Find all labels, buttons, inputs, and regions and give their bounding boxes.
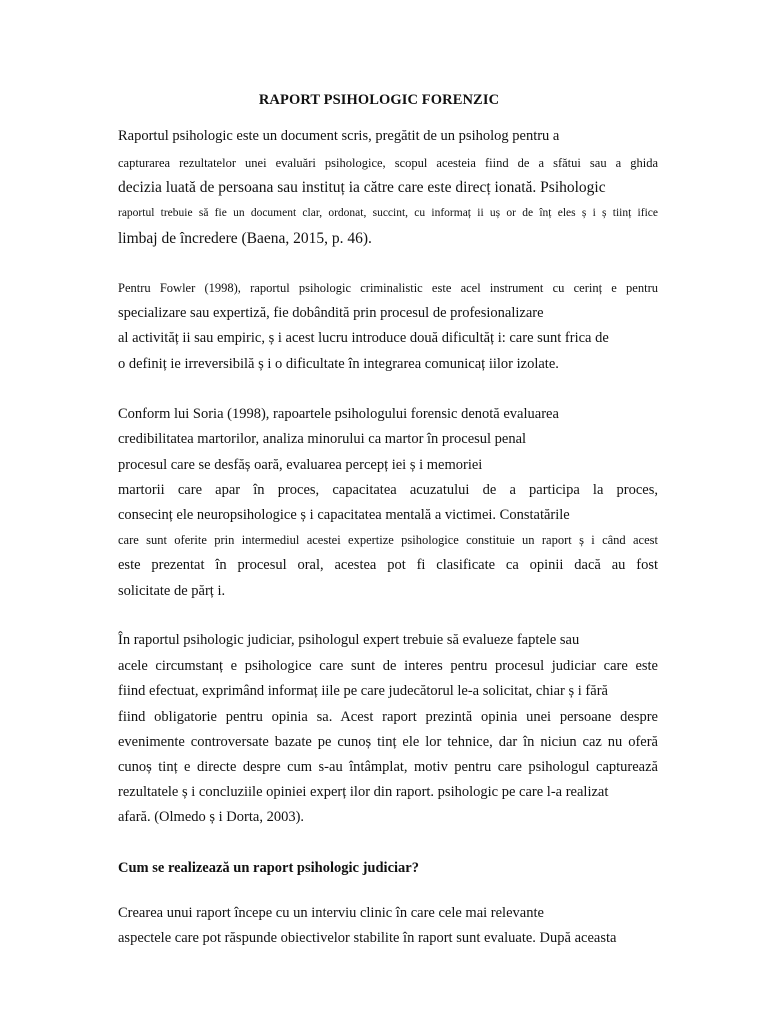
- paragraph-3-line-3: procesul care se desfăș oară, evaluarea percepț iei ș i memoriei: [118, 457, 483, 473]
- paragraph-3-line-2: credibilitatea martorilor, analiza minorului ca martor în procesul penal: [118, 431, 527, 447]
- paragraph-4-line-7: rezultatele ș i concluziile opiniei experț ilor din raport. psihologic pe care l-a realizat: [118, 784, 609, 800]
- paragraph-2-line-1: Pentru Fowler (1998), raportul psihologic criminalistic este acel instrument cu cerinț e pentru: [118, 281, 658, 295]
- paragraph-3-line-5: consecinț ele neuropsihologice ș i capacitatea mentală a victimei. Constatările: [118, 507, 570, 523]
- paragraph-1-line-3: decizia luată de persoana sau instituț ia către care este direcț ionată. Psihologic: [118, 179, 606, 196]
- section-heading: Cum se realizează un raport psihologic judiciar?: [118, 860, 419, 876]
- paragraph-4-line-1: În raportul psihologic judiciar, psihologul expert trebuie să evalueze faptele sau: [118, 632, 580, 648]
- paragraph-2-line-2: specializare sau expertiză, fie dobândită prin procesul de profesionalizare: [118, 305, 544, 321]
- paragraph-1-line-5: limbaj de încredere (Baena, 2015, p. 46).: [118, 230, 372, 247]
- paragraph-4-line-4: fiind obligatorie pentru opinia sa. Acest raport prezintă opinia unei persoane despre: [118, 709, 658, 725]
- paragraph-3-line-7: este prezentat în procesul oral, acestea pot fi clasificate ca opinii dacă au fost: [118, 557, 658, 573]
- paragraph-4-line-2: acele circumstanț e psihologice care sunt de interes pentru procesul judiciar care este: [118, 658, 658, 674]
- paragraph-3-line-8: solicitate de părț i.: [118, 583, 226, 599]
- paragraph-4-line-6: cunoș tinț e directe despre cum s-au întâmplat, motiv pentru care psihologul capturează: [118, 759, 658, 775]
- paragraph-1-line-2: capturarea rezultatelor unei evaluări psihologice, scopul acesteia fiind de a sfătui sau a ghida: [118, 156, 658, 170]
- paragraph-3-line-6: care sunt oferite prin intermediul acestei expertize psihologice constituie un raport ș i când acest: [118, 533, 658, 547]
- paragraph-2-line-4: o definiț ie irreversibilă ș i o dificultate în integrarea comunicaț iilor izolate.: [118, 356, 559, 372]
- paragraph-1-line-4: raportul trebuie să fie un document clar, ordonat, succint, cu informaț ii uș or de înț eles ș i ș tiinț ifice: [118, 207, 658, 219]
- paragraph-4-line-5: evenimente controversate bazate pe cunoș tinț ele lor tehnice, dar în niciun caz nu oferă: [118, 734, 658, 750]
- paragraph-1-line-1: Raportul psihologic este un document scris, pregătit de un psiholog pentru a: [118, 128, 560, 144]
- document-title: RAPORT PSIHOLOGIC FORENZIC: [258, 92, 500, 108]
- paragraph-4-line-8: afară. (Olmedo ș i Dorta, 2003).: [118, 809, 305, 825]
- paragraph-4-line-3: fiind efectuat, exprimând informaț iile pe care judecătorul le-a solicitat, chiar ș i fără: [118, 683, 608, 699]
- paragraph-3-line-4: martorii care apar în proces, capacitatea acuzatului de a participa la proces,: [118, 482, 658, 498]
- paragraph-3-line-1: Conform lui Soria (1998), rapoartele psihologului forensic denotă evaluarea: [118, 406, 559, 422]
- paragraph-2-line-3: al activităț ii sau empiric, ș i acest lucru introduce două dificultăț i: care sunt frica de: [118, 330, 609, 346]
- last-paragraph-line-1: Crearea unui raport începe cu un interviu clinic în care cele mai relevante: [118, 905, 544, 921]
- last-paragraph-line-2: aspectele care pot răspunde obiectivelor stabilite în raport sunt evaluate. După aceasta: [118, 930, 617, 946]
